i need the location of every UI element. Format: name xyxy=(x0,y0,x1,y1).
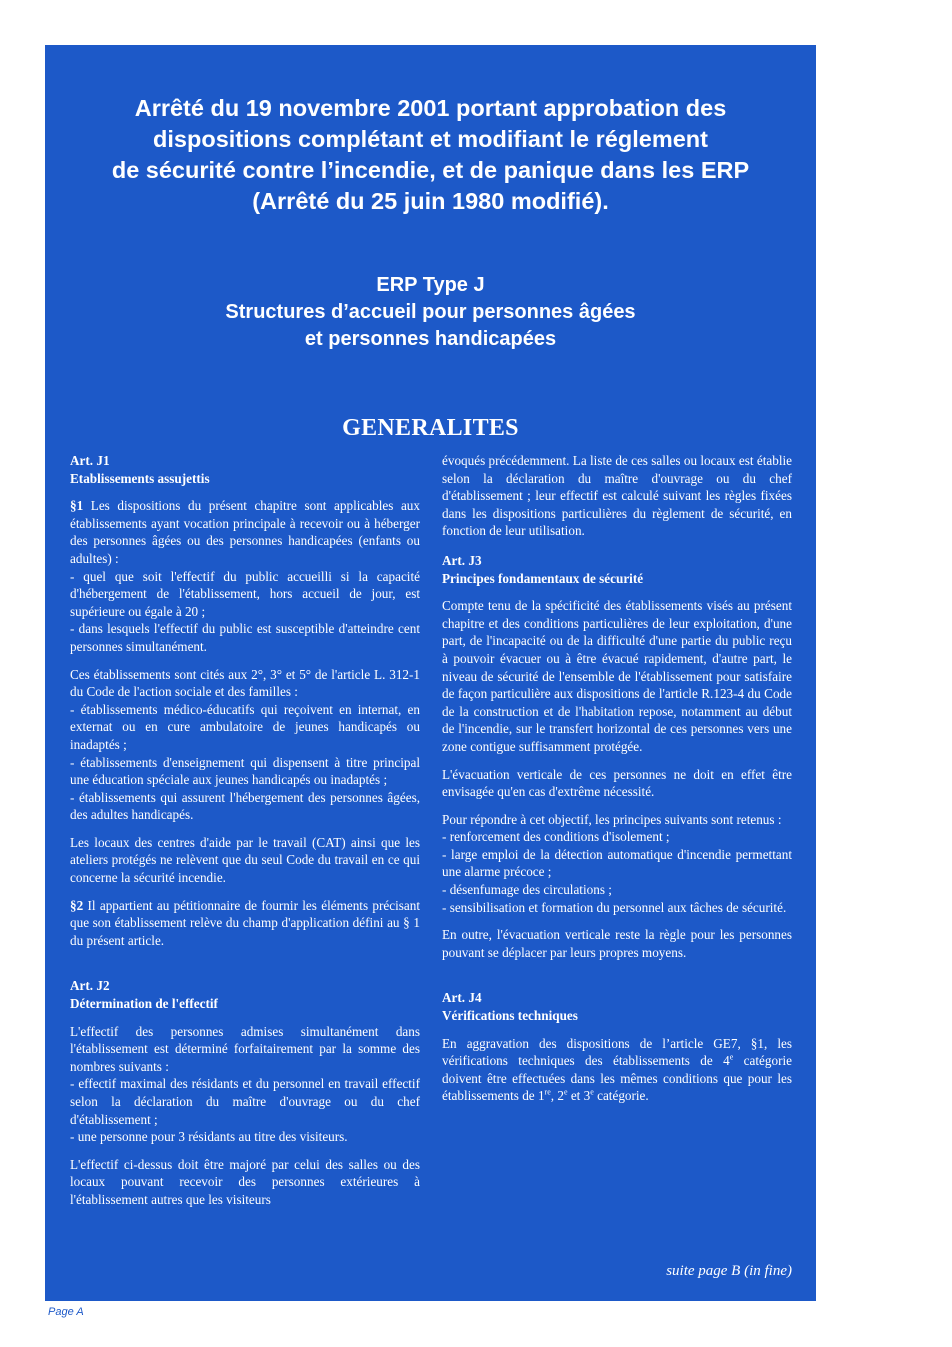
list-item: - quel que soit l'effectif du public accueilli si la capacité d'hébergement de l'établissement, hors accueil de jour, est supérieure ou égale à 20 ; xyxy=(70,568,420,619)
blue-page-panel xyxy=(45,45,816,1301)
type-title-line: Structures d’accueil pour personnes âgées xyxy=(225,301,636,323)
type-title-line: et personnes handicapées xyxy=(304,328,557,350)
article-heading: Art. J4 xyxy=(442,990,482,1006)
main-title-line: de sécurité contre l’incendie, et de panique dans les ERP xyxy=(111,157,750,183)
paragraph-continued: évoqués précédemment. La liste de ces salles ou locaux est établie selon la déclaration du maître d'ouvrage ou du chef d'établissement ; leur effectif est calculé suivant les règles fixées dans les dispositions particulières du règlement de sécurité, en fonction de leur utilisation. xyxy=(442,453,792,539)
paragraph-text: Les dispositions du présent chapitre sont applicables aux établissements ayant vocation principale à recevoir ou à héberger des personnes âgées ou des personnes handicapées (enfants ou adultes) : xyxy=(70,498,420,566)
list-item: - établissements d'enseignement qui dispensent à titre principal une éducation spéciale aux jeunes handicapés ou inadaptés ; xyxy=(70,754,420,788)
paragraph: Compte tenu de la spécificité des établissements visés au présent chapitre et des conditions particulières de leur exploitation, d'une part, de l'incapacité ou de la difficulté d'une partie du public reçu à pouvoir évacuer ou à être évacué rapidement, d'autre part, le niveau de sécurité de l'ensemble de l'établissement pour satisfaire de façon particulière aux dispositions de l'article R.123-4 du Code de la construction et de l'habitation repose, notamment au début de l'incendie, sur le transfert horizontal de ces personnes vers une zone contigue suffisamment protégée. xyxy=(442,598,792,754)
article-title: Détermination de l'effectif xyxy=(70,996,218,1012)
paragraph xyxy=(442,1035,792,1105)
article-heading: Art. J2 xyxy=(70,978,110,994)
section-label: §2 xyxy=(70,897,84,913)
paragraph xyxy=(70,497,420,567)
paragraph xyxy=(70,897,420,950)
list-item: - dans lesquels l'effectif du public est susceptible d'atteindre cent personnes simultanément. xyxy=(70,621,420,654)
paragraph-text: Il appartient au pétitionnaire de fournir les éléments précisant que son établissement relève du champ d'application défini au § 1 du présent article. xyxy=(70,897,420,948)
continuation-note: suite page B (in fine) xyxy=(666,1263,792,1279)
list-item: - désenfumage des circulations ; xyxy=(442,882,612,898)
article-heading: Art. J3 xyxy=(442,552,482,568)
paragraph: Ces établissements sont cités aux 2°, 3° et 5° de l'article L. 312-1 du Code de l'action sociale et des familles : xyxy=(70,666,420,700)
main-title-line: dispositions complétant et modifiant le réglement xyxy=(153,126,708,152)
paragraph: L'effectif des personnes admises simultanément dans l'établissement est déterminé forfaitairement par la somme des nombres suivants : xyxy=(70,1023,420,1074)
type-title-line: ERP Type J xyxy=(376,274,485,296)
list-item: - établissements médico-éducatifs qui reçoivent en internat, en externat ou en cure ambulatoire de jeunes handicapés ou inadaptés ; xyxy=(70,701,420,752)
paragraph: Pour répondre à cet objectif, les principes suivants sont retenus : xyxy=(442,811,782,827)
list-item: - large emploi de la détection automatique d'incendie permettant une alarme précoce ; xyxy=(442,846,792,880)
list-item: - effectif maximal des résidants et du personnel en travail effectif selon la déclaration du maître d'ouvrage ou du chef d'établissement ; xyxy=(70,1076,420,1127)
text-run: catégorie doivent être effectuées dans les mêmes conditions que pour les établissements de 1 xyxy=(442,1053,792,1104)
section-title: GENERALITES xyxy=(342,415,519,441)
list-item: - renforcement des conditions d'isolement ; xyxy=(442,829,670,845)
page-label: Page A xyxy=(48,1306,84,1318)
article-title: Etablissements assujettis xyxy=(70,470,210,486)
superscript: e xyxy=(590,1088,594,1098)
text-run: catégorie. xyxy=(593,1088,649,1104)
paragraph: Les locaux des centres d'aide par le travail (CAT) ainsi que les ateliers protégés ne relèvent que du seul Code du travail en ce qui concerne la sécurité incendie. xyxy=(70,834,420,886)
main-title-line: Arrêté du 19 novembre 2001 portant approbation des xyxy=(134,95,727,121)
text-run: et 3 xyxy=(567,1088,591,1104)
main-title-line: (Arrêté du 25 juin 1980 modifié). xyxy=(252,188,609,214)
main-title xyxy=(45,93,816,217)
article-title: Vérifications techniques xyxy=(442,1008,578,1024)
superscript: re xyxy=(544,1088,551,1098)
section-label: §1 xyxy=(70,498,84,514)
superscript: e xyxy=(563,1088,568,1098)
article-title: Principes fondamentaux de sécurité xyxy=(442,570,644,586)
paragraph: En outre, l'évacuation verticale reste la règle pour les personnes pouvant se déplacer par leurs propres moyens. xyxy=(442,927,792,960)
text-run: En aggravation des dispositions de l’article GE7, §1, les vérifications techniques des établissements de 4 xyxy=(442,1035,792,1069)
paragraph: L'effectif ci-dessus doit être majoré par celui des salles ou des locaux pouvant recevoir des personnes extérieures à l'établissement autres que les visiteurs xyxy=(70,1156,420,1207)
article-heading: Art. J1 xyxy=(70,453,110,468)
erp-type-title xyxy=(45,272,816,353)
list-item: - sensibilisation et formation du personnel aux tâches de sécurité. xyxy=(442,899,787,915)
superscript: e xyxy=(729,1052,734,1062)
paragraph: L'évacuation verticale de ces personnes ne doit en effet être envisagée qu'en cas d'extrême nécessité. xyxy=(442,766,792,800)
right-column xyxy=(442,452,792,1115)
list-item: - établissements qui assurent l'hébergement des personnes âgées, des adultes handicapés. xyxy=(70,789,420,823)
left-column xyxy=(70,452,420,1219)
text-run: , 2 xyxy=(550,1088,564,1104)
list-item: - une personne pour 3 résidants au titre des visiteurs. xyxy=(70,1129,348,1145)
